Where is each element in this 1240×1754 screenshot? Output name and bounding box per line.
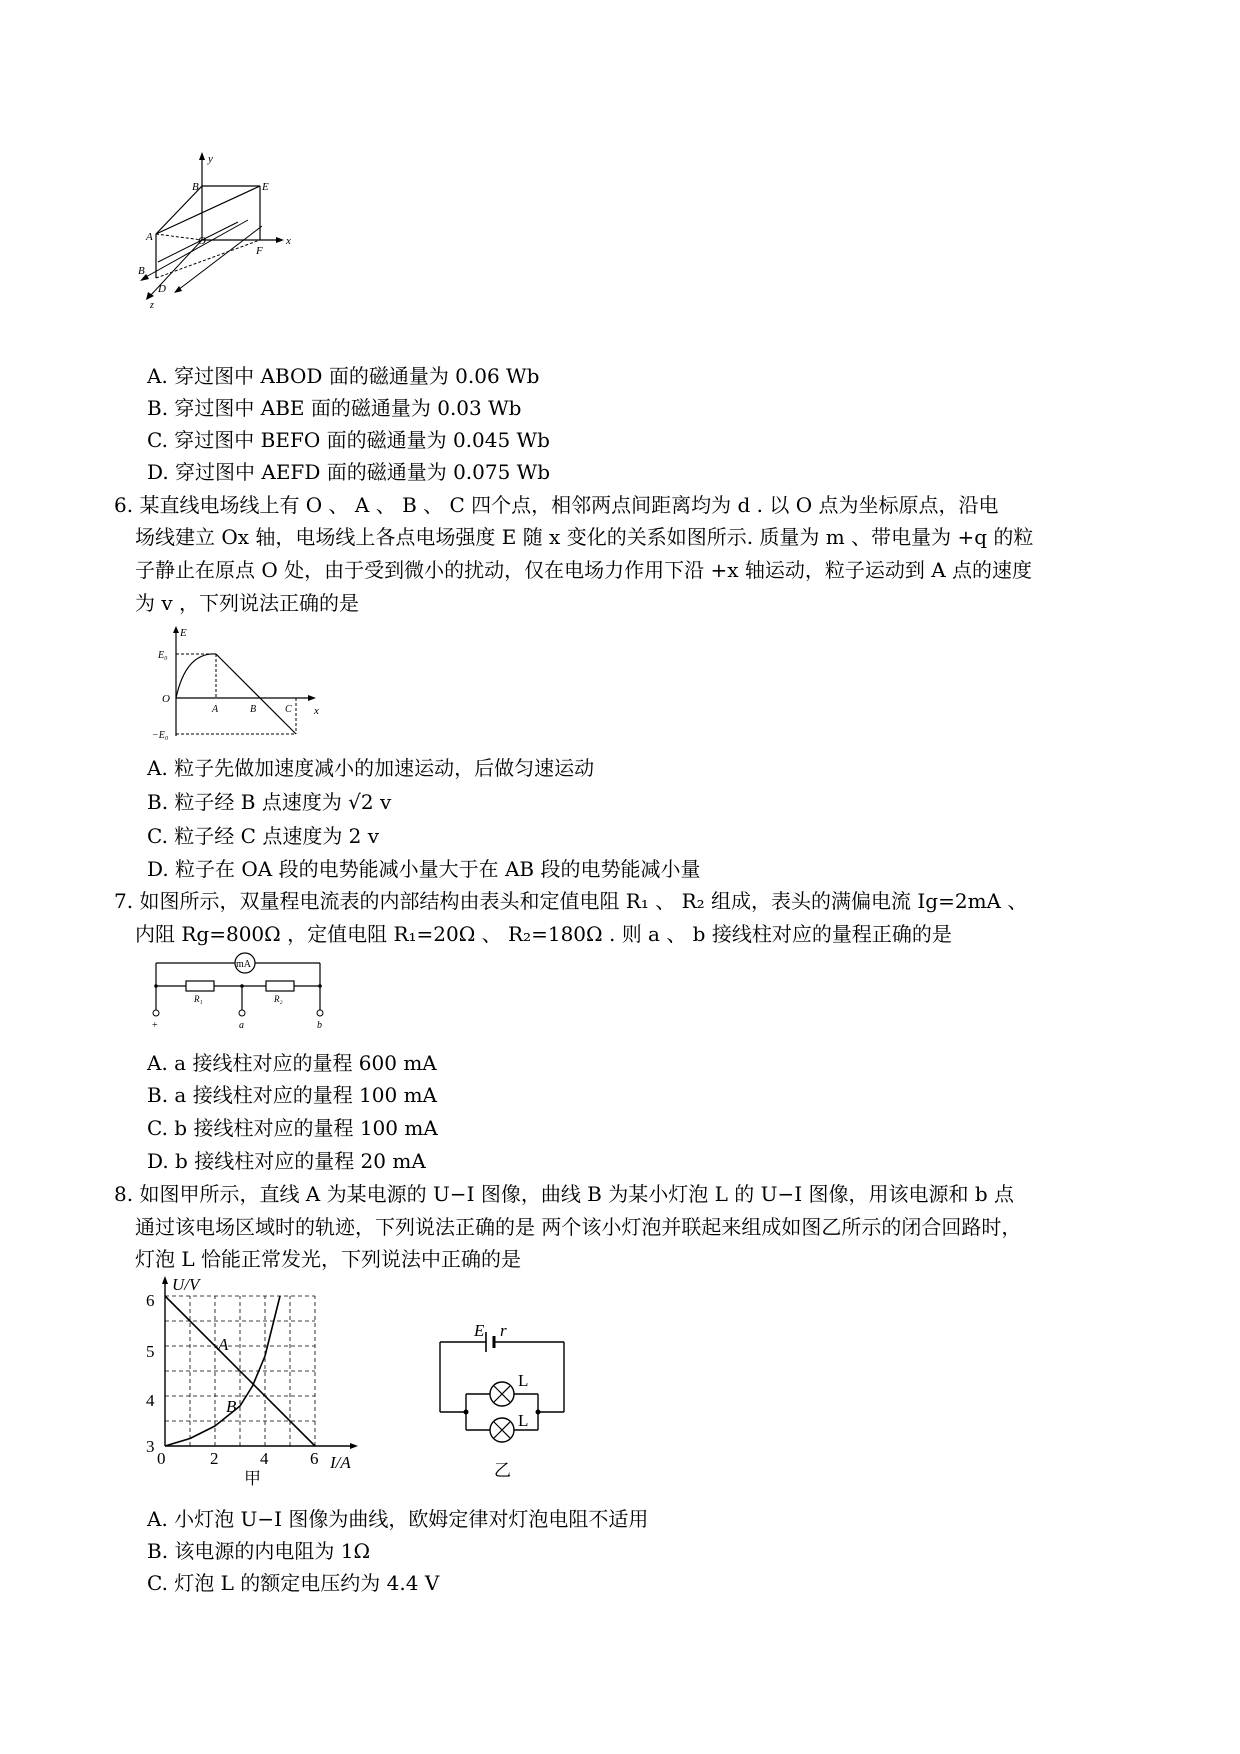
field-B-label: B xyxy=(138,265,145,277)
y-tick-6: 6 xyxy=(146,1291,155,1310)
lamp-2-label: L xyxy=(518,1411,529,1430)
x-tick-4: 4 xyxy=(260,1449,269,1468)
R2-label: R₂ xyxy=(274,994,283,1004)
q5-option-c: C. 穿过图中 BEFO 面的磁通量为 0.045 Wb xyxy=(147,428,550,452)
curve-A-label: A xyxy=(218,1335,229,1354)
a-terminal-label: a xyxy=(239,1020,244,1031)
q8-stem-line-1: 8. 如图甲所示，直线 A 为某电源的 U−I 图像，曲线 B 为某小灯泡 L 的 U−I 图像，用该电源和 b 点 xyxy=(114,1182,1014,1206)
q6-stem-line-1: 6. 某直线电场线上有 O 、 A 、 B 、 C 四个点，相邻两点间距离均为 d . 以 O 点为坐标原点，沿电 xyxy=(114,493,999,517)
point-C-label: C xyxy=(285,704,292,715)
axis-E-label: E xyxy=(180,627,187,639)
q5-option-d: D. 穿过图中 AEFD 面的磁通量为 0.075 Wb xyxy=(147,460,551,484)
point-F: F xyxy=(256,245,263,257)
y-tick-5: 5 xyxy=(146,1342,155,1361)
meter-label: mA xyxy=(236,959,251,970)
axis-y-label: y xyxy=(208,153,213,165)
q7-stem-line-1: 7. 如图所示，双量程电流表的内部结构由表头和定值电阻 R₁ 、 R₂ 组成，表头的满偏电流 Ig=2mA 、 xyxy=(114,889,1028,913)
emf-label: E xyxy=(474,1321,485,1340)
point-B-label: B xyxy=(250,704,257,715)
x-axis-label: I/A xyxy=(330,1453,351,1472)
q8-option-b: B. 该电源的内电阻为 1Ω xyxy=(147,1539,371,1563)
q8-circuit xyxy=(432,1320,572,1480)
q6-option-a: A. 粒子先做加速度减小的加速运动，后做匀速运动 xyxy=(147,756,595,780)
point-B-top: B xyxy=(192,181,199,193)
q5-figure xyxy=(128,150,308,310)
plus-terminal-label: + xyxy=(152,1020,158,1031)
q6-option-c: C. 粒子经 C 点速度为 2 v xyxy=(147,824,380,848)
q6-option-d: D. 粒子在 OA 段的电势能减小量大于在 AB 段的电势能减小量 xyxy=(147,857,701,881)
y-axis-label: U/V xyxy=(172,1275,200,1294)
origin-label: O xyxy=(162,693,170,705)
q5-option-a: A. 穿过图中 ABOD 面的磁通量为 0.06 Wb xyxy=(147,364,540,388)
lamp-icon xyxy=(490,1418,514,1442)
q7-option-b: B. a 接线柱对应的量程 100 mA xyxy=(147,1083,437,1107)
E0-label: E₀ xyxy=(158,650,168,661)
q8-graph xyxy=(140,1276,390,1486)
point-D: D xyxy=(158,283,166,295)
point-A-label: A xyxy=(212,704,219,715)
b-terminal-label: b xyxy=(317,1020,322,1031)
x-tick-2: 2 xyxy=(210,1449,219,1468)
x-tick-0: 0 xyxy=(157,1449,166,1468)
q7-figure xyxy=(150,952,340,1032)
point-E: E xyxy=(262,181,269,193)
q5-option-b: B. 穿过图中 ABE 面的磁通量为 0.03 Wb xyxy=(147,396,522,420)
q6-option-b: B. 粒子经 B 点速度为 √2 v xyxy=(147,790,392,814)
circuit-caption: 乙 xyxy=(494,1461,511,1480)
q8-option-a: A. 小灯泡 U−I 图像为曲线，欧姆定律对灯泡电阻不适用 xyxy=(147,1507,649,1531)
q7-option-d: D. b 接线柱对应的量程 20 mA xyxy=(147,1149,426,1173)
internal-resistance-label: r xyxy=(500,1321,507,1340)
point-A: A xyxy=(146,231,153,243)
axis-x-label: x xyxy=(314,705,319,717)
lamp-1-label: L xyxy=(518,1371,529,1390)
q8-option-c: C. 灯泡 L 的额定电压约为 4.4 V xyxy=(147,1571,440,1595)
y-tick-3: 3 xyxy=(146,1437,155,1456)
q8-stem-line-3: 灯泡 L 恰能正常发光，下列说法中正确的是 xyxy=(135,1247,521,1271)
axis-x-label: x xyxy=(286,235,291,247)
y-tick-4: 4 xyxy=(146,1391,155,1410)
neg-E0-label: −E₀ xyxy=(152,730,169,741)
q8-stem-line-2: 通过该电场区域时的轨迹，下列说法正确的是 两个该小灯泡并联起来组成如图乙所示的闭合回路时， xyxy=(135,1215,1022,1239)
q7-stem-line-2: 内阻 Rg=800Ω ，定值电阻 R₁=20Ω 、 R₂=180Ω . 则 a 、 b 接线柱对应的量程正确的是 xyxy=(135,922,952,946)
q6-stem-line-4: 为 v ，下列说法正确的是 xyxy=(135,591,360,615)
axis-z-label: z xyxy=(150,300,154,311)
q6-figure xyxy=(152,626,332,746)
graph-caption: 甲 xyxy=(244,1469,261,1488)
q6-stem-line-2: 场线建立 Ox 轴，电场线上各点电场强度 E 随 x 变化的关系如图所示. 质量为 m 、带电量为 +q 的粒 xyxy=(135,525,1034,549)
q7-option-a: A. a 接线柱对应的量程 600 mA xyxy=(147,1051,437,1075)
curve-B-label: B xyxy=(226,1397,237,1416)
point-O: O xyxy=(198,235,206,247)
q6-stem-line-3: 子静止在原点 O 处，由于受到微小的扰动，仅在电场力作用下沿 +x 轴运动，粒子运动到 A 点的速度 xyxy=(135,558,1033,582)
x-tick-6: 6 xyxy=(310,1449,319,1468)
R1-label: R₁ xyxy=(194,994,203,1004)
lamp-icon xyxy=(490,1382,514,1406)
q7-option-c: C. b 接线柱对应的量程 100 mA xyxy=(147,1116,438,1140)
